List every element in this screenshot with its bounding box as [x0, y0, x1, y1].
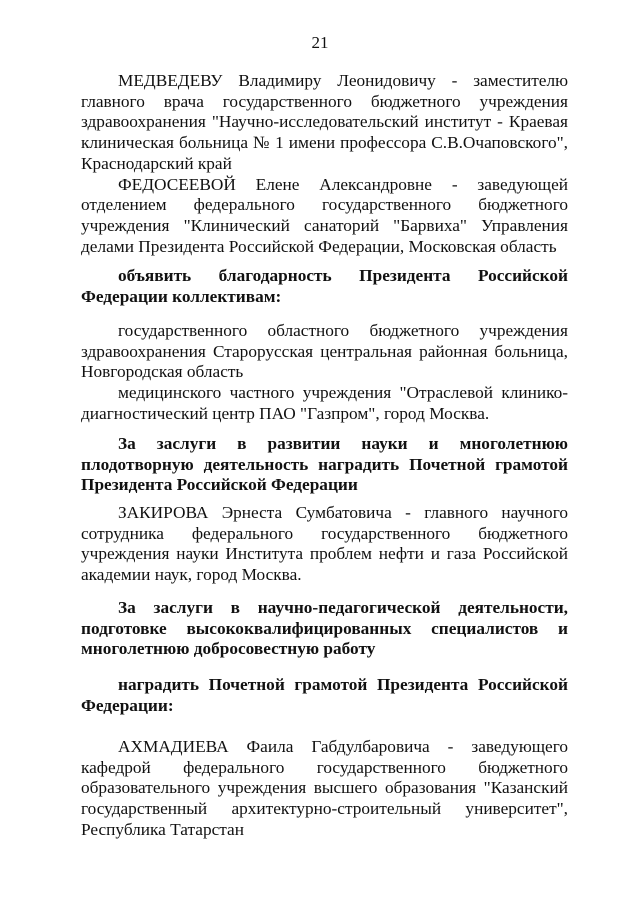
section-heading: [81, 598, 568, 660]
section-heading: [81, 434, 568, 496]
section-heading: [81, 266, 568, 307]
paragraph: АХМАДИЕВА Фаила Габдулбаровича - заведующего кафедрой федерального государственного бюджетного образовательного учреждения высшего образования "Казанский государственный архитектурно-строительный университет", Республика Татарстан: [81, 737, 568, 839]
paragraph: ФЕДОСЕЕВОЙ Елене Александровне - заведующей отделением федерального государственного бюджетного учреждения "Клинический санаторий "Барвиха" Управления делами Президента Российской Федерации, Московская область: [81, 174, 568, 256]
heading-text: объявить благодарность Президента Российской Федерации коллективам:: [81, 266, 568, 306]
section-heading: [81, 675, 568, 716]
paragraph: государственного областного бюджетного учреждения здравоохранения Старорусская центральная районная больница, Новгородская область: [81, 321, 568, 382]
paragraph: ЗАКИРОВА Эрнеста Сумбатовича - главного научного сотрудника федерального государственного бюджетного учреждения науки Института проблем нефти и газа Российской академии наук, город Москва.: [81, 503, 568, 585]
paragraph: МЕДВЕДЕВУ Владимиру Леонидовичу - заместителю главного врача государственного бюджетного учреждения здравоохранения "Научно-исследовательский институт - Краевая клиническая больница № 1 имени профессора С.В.Очаповского", Краснодарский край: [81, 71, 568, 173]
collective-list: [81, 321, 568, 425]
heading-text: наградить Почетной грамотой Президента Российской Федерации:: [81, 675, 568, 715]
page-number: 21: [311, 33, 329, 52]
paragraph: медицинского частного учреждения "Отраслевой клинико-диагностический центр ПАО "Газпром", город Москва.: [81, 383, 568, 423]
heading-text: За заслуги в развитии науки и многолетнюю плодотворную деятельность наградить Почетной грамотой Президента Российской Федерации: [81, 434, 568, 495]
heading-text: За заслуги в научно-педагогической деятельности, подготовке высококвалифицированных специалистов и многолетнюю добросовестную работу: [81, 598, 568, 659]
award-entry-zakirov: [81, 503, 568, 586]
award-entry-medvedev: [81, 71, 568, 257]
award-entry-akhmadiev: [81, 737, 568, 841]
